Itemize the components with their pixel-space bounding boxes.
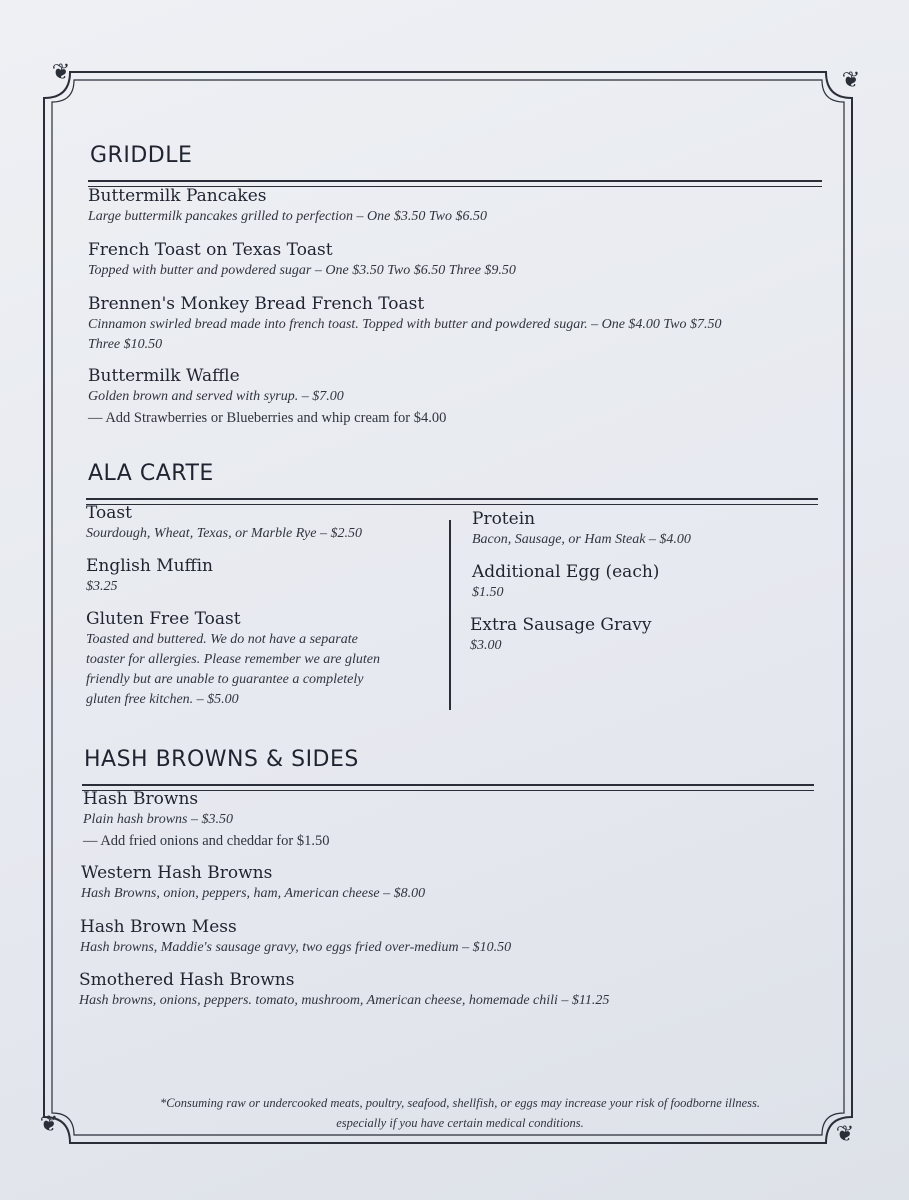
item-description: $3.25: [86, 579, 118, 594]
food-safety-disclaimer: [100, 1093, 820, 1133]
item-addon: — Add Strawberries or Blueberries and whip cream for $4.00: [88, 410, 447, 426]
item-name: Protein: [472, 509, 536, 529]
item-description: Hash Browns, onion, peppers, ham, American cheese – $8.00: [81, 886, 426, 901]
item-name: Gluten Free Toast: [86, 609, 241, 629]
section-title-ala-carte: ALA CARTE: [88, 461, 214, 486]
item-description: Bacon, Sausage, or Ham Steak – $4.00: [472, 532, 691, 547]
item-description: Sourdough, Wheat, Texas, or Marble Rye – $2.50: [86, 526, 362, 541]
menu-item: [88, 239, 516, 281]
disclaimer-line: *Consuming raw or undercooked meats, poultry, seafood, shellfish, or eggs may increase your risk of foodborne illness.: [159, 1096, 761, 1110]
menu-item: [88, 185, 487, 227]
item-description: Toasted and buttered. We do not have a separate: [86, 632, 358, 647]
menu-item: [79, 969, 609, 1011]
disclaimer-line: especially if you have certain medical conditions.: [336, 1116, 584, 1130]
floral-sprig-icon: ❦: [39, 1112, 59, 1137]
column-divider: [449, 520, 451, 710]
item-description: $3.00: [470, 638, 502, 653]
menu-item: [83, 788, 329, 852]
floral-sprig-icon: ❦: [835, 1122, 855, 1147]
item-description: Topped with butter and powdered sugar – One $3.50 Two $6.50 Three $9.50: [88, 263, 516, 278]
section-title-hash-browns: HASH BROWNS & SIDES: [84, 747, 359, 772]
item-name: Toast: [86, 503, 132, 523]
item-description: $1.50: [472, 585, 504, 600]
item-name: Buttermilk Waffle: [88, 366, 240, 386]
menu-item: [472, 561, 659, 603]
item-description: Cinnamon swirled bread made into french toast. Topped with butter and powdered sugar. – One $4.00 Two $7.50: [88, 317, 722, 332]
section-title-griddle: GRIDDLE: [90, 143, 193, 168]
menu-item: [88, 293, 722, 355]
item-name: English Muffin: [86, 556, 214, 576]
item-description: Three $10.50: [88, 337, 163, 352]
item-addon: — Add fried onions and cheddar for $1.50: [83, 833, 330, 849]
item-name: Extra Sausage Gravy: [470, 615, 652, 635]
menu-item: [86, 502, 362, 544]
menu-item: [470, 614, 651, 656]
item-description: toaster for allergies. Please remember we are gluten: [86, 652, 380, 667]
item-name: Additional Egg (each): [472, 562, 660, 582]
item-name: Hash Brown Mess: [80, 917, 237, 937]
item-name: Brennen's Monkey Bread French Toast: [88, 294, 425, 314]
floral-sprig-icon: ❦: [51, 60, 71, 85]
item-description: friendly but are unable to guarantee a completely: [86, 672, 364, 687]
item-description: gluten free kitchen. – $5.00: [86, 692, 239, 707]
menu-item: [88, 365, 446, 429]
item-description: Hash browns, Maddie's sausage gravy, two eggs fried over-medium – $10.50: [80, 940, 512, 955]
item-name: Hash Browns: [83, 789, 199, 809]
menu-item: [86, 555, 213, 597]
menu-item: [472, 508, 691, 550]
item-description: Plain hash browns – $3.50: [83, 812, 233, 827]
item-description: Large buttermilk pancakes grilled to perfection – One $3.50 Two $6.50: [88, 209, 487, 224]
menu-item: [86, 608, 380, 710]
menu-item: [80, 916, 511, 958]
floral-sprig-icon: ❦: [841, 68, 861, 93]
item-name: Smothered Hash Browns: [79, 970, 295, 990]
item-name: French Toast on Texas Toast: [88, 240, 333, 260]
item-description: Hash browns, onions, peppers. tomato, mushroom, American cheese, homemade chili – $11.25: [79, 993, 610, 1008]
menu-item: [81, 862, 425, 904]
item-name: Buttermilk Pancakes: [88, 186, 267, 206]
item-description: Golden brown and served with syrup. – $7.00: [88, 389, 344, 404]
item-name: Western Hash Browns: [81, 863, 273, 883]
